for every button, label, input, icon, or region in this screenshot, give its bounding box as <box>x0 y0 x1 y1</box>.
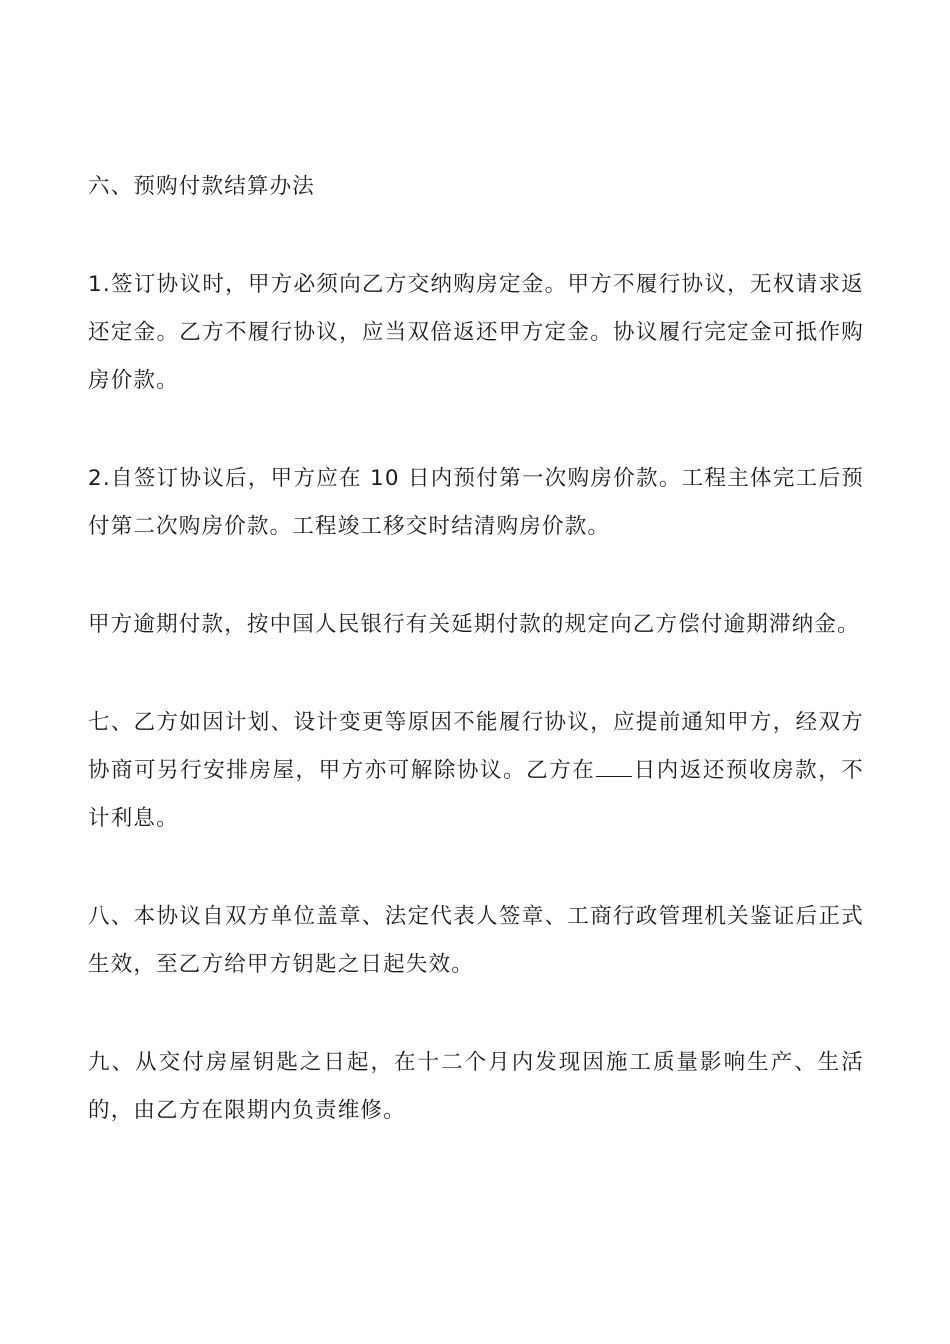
section-6-heading: 六、预购付款结算办法 <box>88 174 316 199</box>
section-7-text-part-1: 七、乙方如因计划、设计变更等原因不能履行协议，应提前通知甲方，经双方协商可另行安排房屋，甲方亦可解除协议。乙方在 <box>88 710 864 783</box>
section-6-item-2: 2.自签订协议后，甲方应在 10 日内预付第一次购房价款。工程主体完工后预付第二次购房价款。工程竣工移交时结清购房价款。 <box>88 466 864 539</box>
section-7-paragraph <box>88 699 864 843</box>
section-8-paragraph: 八、本协议自双方单位盖章、法定代表人签章、工商行政管理机关鉴证后正式生效，至乙方给甲方钥匙之日起失效。 <box>88 904 864 977</box>
section-6-item-1: 1.签订协议时，甲方必须向乙方交纳购房定金。甲方不履行协议，无权请求返还定金。乙方不履行协议，应当双倍返还甲方定金。协议履行完定金可抵作购房价款。 <box>88 272 864 393</box>
fill-in-blank-days <box>596 754 632 777</box>
section-6-late-payment: 甲方逾期付款，按中国人民银行有关延期付款的规定向乙方偿付逾期滞纳金。 <box>88 612 860 637</box>
document-body <box>88 163 864 1185</box>
section-9-paragraph: 九、从交付房屋钥匙之日起，在十二个月内发现因施工质量影响生产、生活的，由乙方在限期内负责维修。 <box>88 1050 864 1123</box>
section-7-text-part-2: 日内返还预收房款，不计利息。 <box>88 758 864 831</box>
